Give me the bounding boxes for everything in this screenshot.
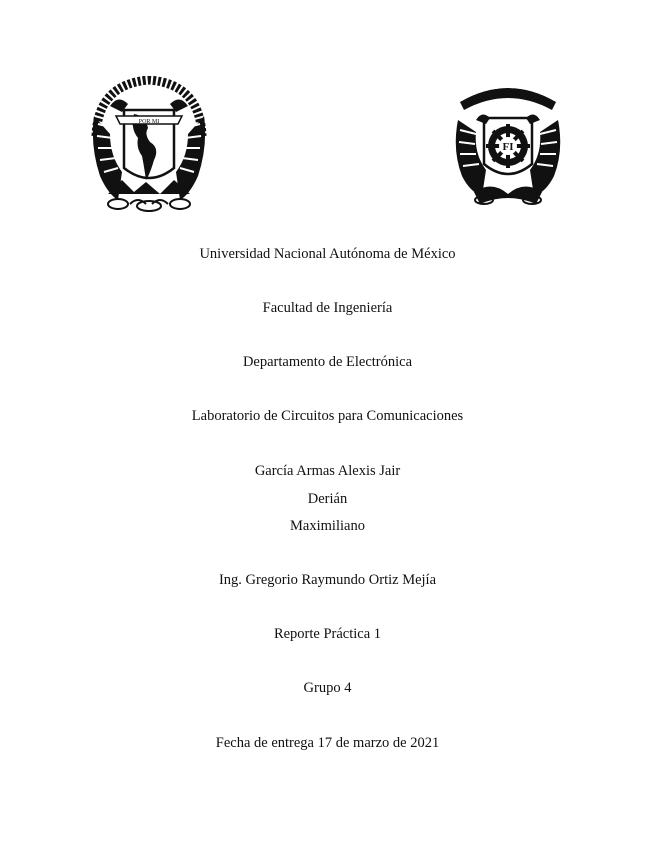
department-name: Departamento de Electrónica [242, 354, 413, 370]
unam-coat-of-arms-icon [88, 76, 210, 212]
svg-text:POR MI: POR MI [138, 119, 160, 125]
report-title: Reporte Práctica 1 [273, 626, 382, 642]
author-name: Maximiliano [290, 518, 365, 534]
author-name: García Armas Alexis Jair [254, 463, 401, 479]
professor-name: Ing. Gregorio Raymundo Ortiz Mejía [218, 572, 437, 588]
author-name: Derián [307, 491, 348, 507]
due-date: Fecha de entrega 17 de marzo de 2021 [215, 735, 440, 751]
faculty-name: Facultad de Ingeniería [262, 300, 393, 316]
svg-text:FI: FI [502, 141, 514, 153]
facultad-de-ingenieria-emblem-icon [452, 80, 564, 210]
university-name: Universidad Nacional Autónoma de México [199, 246, 456, 262]
course-name: Laboratorio de Circuitos para Comunicaciones [191, 408, 464, 424]
group-label: Grupo 4 [303, 680, 352, 696]
svg-text:INGENIERIA: INGENIERIA [465, 80, 551, 100]
